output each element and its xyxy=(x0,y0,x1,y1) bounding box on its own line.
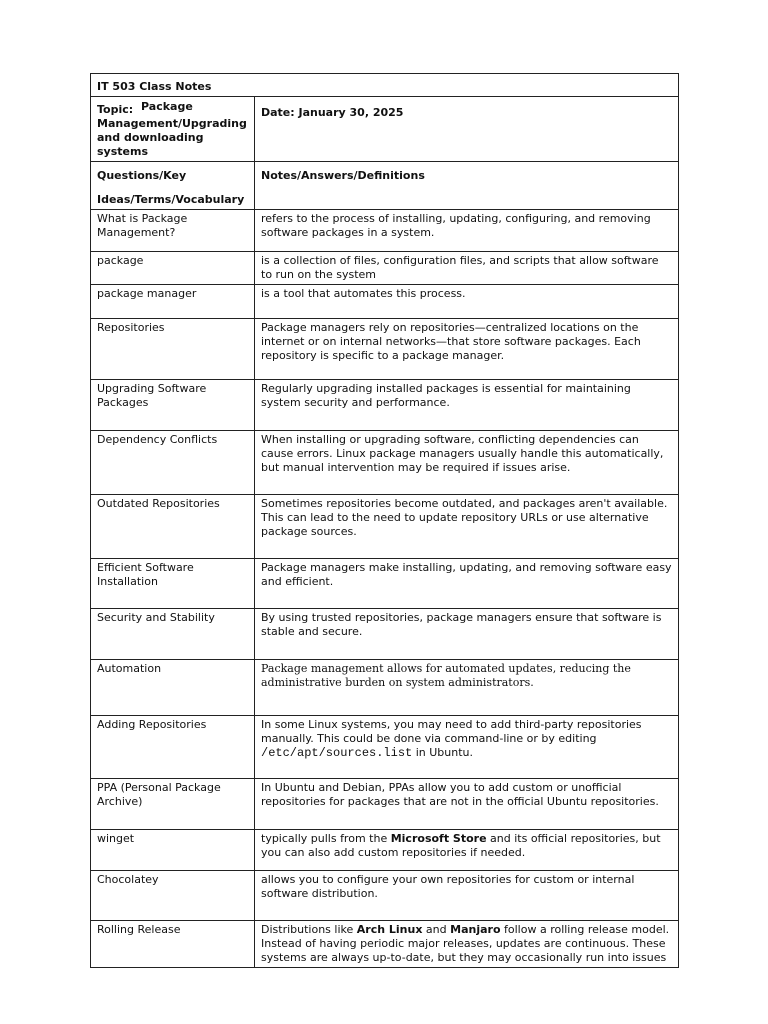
term-cell: winget xyxy=(91,830,255,871)
topic-line1: Package xyxy=(141,100,193,113)
table-row xyxy=(91,559,679,609)
term-cell: Outdated Repositories xyxy=(91,495,255,559)
note-cell: allows you to configure your own repositories for custom or internal software distribution. xyxy=(255,871,679,921)
table-row xyxy=(91,495,679,559)
note-text-end: and its official repositories, but you can also add custom repositories if needed. xyxy=(261,832,661,859)
term-cell: package xyxy=(91,252,255,285)
note-cell: Package managers rely on repositories—centralized locations on the internet or on internal networks—that store software packages. Each repository is specific to a package manager. xyxy=(255,319,679,380)
table-row xyxy=(91,609,679,660)
note-text: In some Linux systems, you may need to add third-party repositories manually. This could be done via command-line or by editing xyxy=(261,718,642,745)
note-cell: Sometimes repositories become outdated, and packages aren't available. This can lead to the need to update repository URLs or use alternative package sources. xyxy=(255,495,679,559)
term-cell: Automation xyxy=(91,660,255,716)
note-text: Distributions like xyxy=(261,923,357,936)
note-text-mid: and xyxy=(422,923,451,936)
note-text-end: in Ubuntu. xyxy=(412,746,474,759)
term-cell: Dependency Conflicts xyxy=(91,431,255,495)
term-cell: Upgrading Software Packages xyxy=(91,380,255,431)
course-title: IT 503 Class Notes xyxy=(91,74,679,97)
table-row xyxy=(91,380,679,431)
table-row xyxy=(91,210,679,252)
code-path: /etc/apt/sources.list xyxy=(261,746,413,760)
topic-line3: and downloading systems xyxy=(97,131,204,158)
note-cell: Package management allows for automated updates, reducing the administrative burden on system administrators. xyxy=(255,660,679,716)
col1-header xyxy=(91,162,255,210)
col1-header-line1: Questions/Key xyxy=(97,169,187,182)
note-text-end: follow a rolling release model. Instead of having periodic major releases, updates are continuous. These systems are always up-to-date, but they may occasionally run into issues xyxy=(261,923,670,964)
note-cell: is a collection of files, configuration files, and scripts that allow software to run on the system xyxy=(255,252,679,285)
title-row xyxy=(91,74,679,97)
table-row xyxy=(91,431,679,495)
col2-header: Notes/Answers/Definitions xyxy=(255,162,679,210)
table-row xyxy=(91,252,679,285)
term-cell: Repositories xyxy=(91,319,255,380)
table-row xyxy=(91,871,679,921)
note-cell: Package managers make installing, updating, and removing software easy and efficient. xyxy=(255,559,679,609)
note-bold: Microsoft Store xyxy=(390,832,487,845)
topic-line2: Management/Upgrading xyxy=(97,117,247,130)
note-cell: In Ubuntu and Debian, PPAs allow you to add custom or unofficial repositories for packages that are not in the official Ubuntu repositories. xyxy=(255,779,679,830)
note-cell xyxy=(255,921,679,968)
table-row xyxy=(91,319,679,380)
column-header-row xyxy=(91,162,679,210)
note-cell: Regularly upgrading installed packages is essential for maintaining system security and performance. xyxy=(255,380,679,431)
term-cell: Rolling Release xyxy=(91,921,255,968)
note-bold-2: Manjaro xyxy=(450,923,501,936)
topic-row xyxy=(91,97,679,162)
term-cell: Adding Repositories xyxy=(91,716,255,779)
note-cell xyxy=(255,830,679,871)
term-cell: Chocolatey xyxy=(91,871,255,921)
date-cell: Date: January 30, 2025 xyxy=(255,97,679,162)
note-cell: When installing or upgrading software, conflicting dependencies can cause errors. Linux package managers usually handle this automatically, but manual intervention may be required if issues arise. xyxy=(255,431,679,495)
table-row xyxy=(91,779,679,830)
note-bold-1: Arch Linux xyxy=(356,923,423,936)
table-row xyxy=(91,285,679,319)
term-cell: Security and Stability xyxy=(91,609,255,660)
note-cell: By using trusted repositories, package managers ensure that software is stable and secure. xyxy=(255,609,679,660)
term-cell: PPA (Personal Package Archive) xyxy=(91,779,255,830)
term-cell: Efficient Software Installation xyxy=(91,559,255,609)
table-row xyxy=(91,716,679,779)
table-row xyxy=(91,921,679,968)
term-cell: package manager xyxy=(91,285,255,319)
table-row xyxy=(91,660,679,716)
topic-label: Topic: xyxy=(97,103,134,116)
note-cell xyxy=(255,716,679,779)
topic-cell xyxy=(91,97,255,162)
term-cell: What is Package Management? xyxy=(91,210,255,252)
note-text: typically pulls from the xyxy=(261,832,391,845)
table-row xyxy=(91,830,679,871)
note-cell: refers to the process of installing, updating, configuring, and removing software packages in a system. xyxy=(255,210,679,252)
cornell-notes-table xyxy=(90,73,679,968)
col1-header-line2: Ideas/Terms/Vocabulary xyxy=(97,193,245,206)
note-cell: is a tool that automates this process. xyxy=(255,285,679,319)
